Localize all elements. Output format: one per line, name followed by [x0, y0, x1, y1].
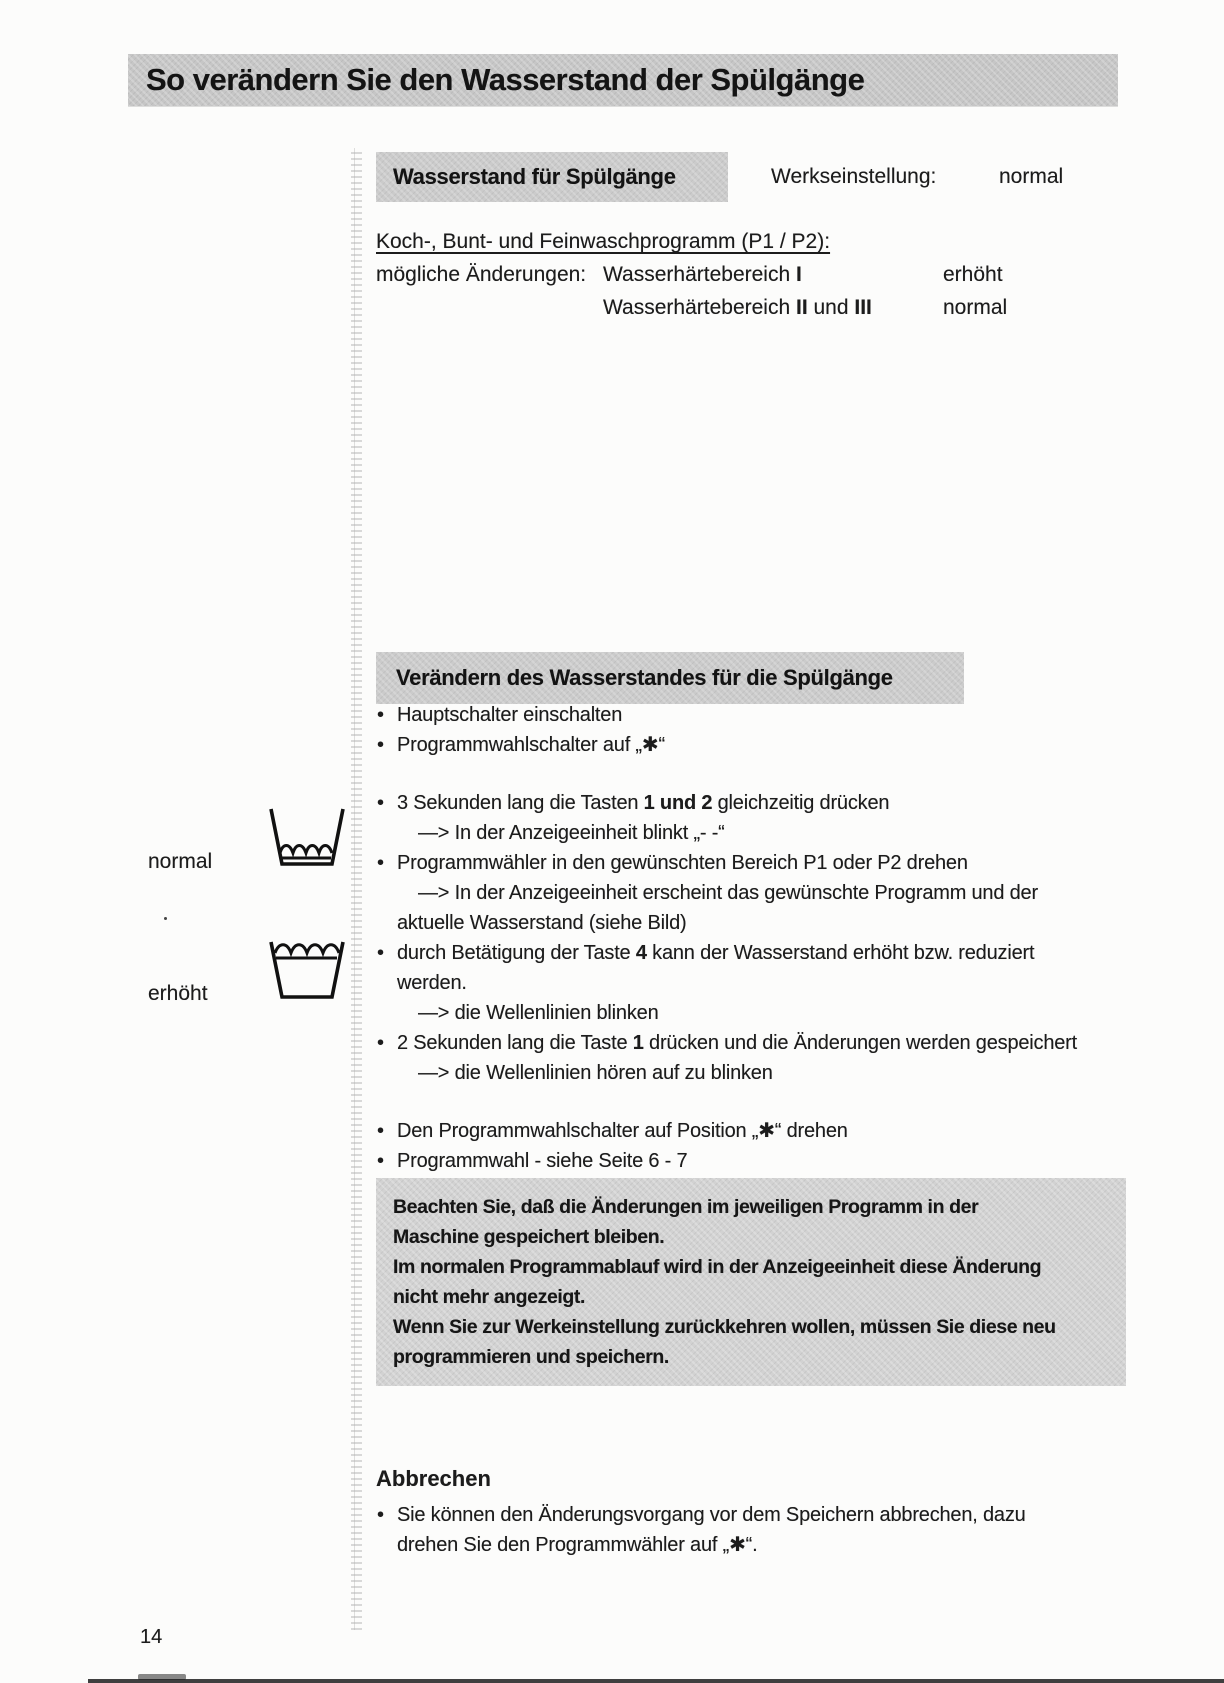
instruction-text: —> die Wellenlinien hören auf zu blinken — [418, 1062, 773, 1084]
bullet-marker: • — [377, 942, 384, 964]
instruction-bullet-line — [376, 938, 1120, 968]
wash-tub-low-water-icon — [266, 808, 348, 870]
water-level-label-normal: normal — [148, 850, 213, 873]
bullet-marker: • — [377, 1504, 384, 1526]
steps-header: Verändern des Wasserstandes für die Spülgänge — [396, 665, 893, 690]
water-level-label-erhoeht: erhöht — [148, 982, 208, 1005]
instruction-text: drehen Sie den Programmwähler auf „✱“. — [397, 1534, 758, 1556]
page-title: So verändern Sie den Wasserstand der Spülgänge — [146, 62, 865, 97]
change-area: Wasserhärtebereich — [603, 263, 791, 286]
change-value-2: normal — [943, 296, 1008, 319]
instruction-text: werden. — [397, 972, 467, 994]
hardness-roman-numeral: III — [854, 296, 872, 319]
instruction-text: 1 und 2 — [643, 792, 713, 814]
instruction-text: Programmwähler in den gewünschten Bereich P1 oder P2 drehen — [397, 852, 968, 874]
notice-line: Wenn Sie zur Werkeinstellung zurückkehren wollen, müssen Sie diese neu — [393, 1316, 1056, 1338]
factory-setting-value: normal — [999, 165, 1064, 188]
cancel-heading: Abbrechen — [376, 1466, 491, 1491]
instruction-sub-line — [376, 878, 1120, 908]
notice-line: nicht mehr angezeigt. — [393, 1286, 586, 1308]
page-title-bar — [128, 54, 1118, 106]
instruction-sub-line — [376, 908, 1120, 938]
notice-line: programmieren und speichern. — [393, 1346, 669, 1368]
change-row-area-2 — [603, 296, 872, 320]
instruction-bullet-line — [376, 788, 1120, 818]
instruction-text: —> In der Anzeigeeinheit erscheint das gewünschte Programm und der — [418, 882, 1038, 904]
cancel-list — [376, 1500, 1120, 1560]
settings-header: Wasserstand für Spülgänge — [393, 164, 676, 189]
instruction-sub-line — [376, 818, 1120, 848]
bullet-marker: • — [377, 792, 384, 814]
wash-tub-high-water-icon — [266, 941, 348, 1003]
instruction-text: kann der Wasserstand erhöht bzw. reduziert — [646, 942, 1035, 964]
change-row-area-1 — [603, 263, 802, 287]
instruction-text: Sie können den Änderungsvorgang vor dem Speichern abbrechen, dazu — [397, 1504, 1026, 1526]
bullet-marker: • — [377, 1120, 384, 1142]
changes-label: mögliche Änderungen: — [376, 263, 587, 286]
instruction-text: —> die Wellenlinien blinken — [418, 1002, 659, 1024]
instruction-text: 2 Sekunden lang die Taste — [397, 1032, 633, 1054]
factory-setting-label: Werkseinstellung: — [771, 165, 937, 188]
instruction-bullet-line — [376, 1500, 1120, 1530]
instruction-sub-line — [376, 1530, 1120, 1560]
instruction-text: Programmwahlschalter auf „✱“ — [397, 734, 665, 756]
bullet-marker: • — [377, 704, 384, 726]
steps-header-box — [376, 652, 964, 704]
bullet-marker: • — [377, 852, 384, 874]
instruction-text: aktuelle Wasserstand (siehe Bild) — [397, 912, 687, 934]
instruction-text: Programmwahl - siehe Seite 6 - 7 — [397, 1150, 688, 1172]
change-area-connector: und — [813, 296, 849, 319]
hardness-roman-numeral: II — [795, 296, 808, 319]
scan-speck — [164, 917, 167, 920]
instruction-sub-line — [376, 968, 1120, 998]
page-fold-line — [351, 148, 362, 1630]
page-number: 14 — [140, 1626, 163, 1648]
bullet-marker: • — [377, 1150, 384, 1172]
notice-line: Maschine gespeichert bleiben. — [393, 1226, 665, 1248]
notice-line: Beachten Sie, daß die Änderungen im jeweiligen Programm in der — [393, 1196, 979, 1218]
notice-line: Im normalen Programmablauf wird in der Anzeigeeinheit diese Änderung — [393, 1256, 1042, 1278]
instruction-text: Den Programmwahlschalter auf Position „✱“ drehen — [397, 1120, 848, 1142]
bullet-marker: • — [377, 1032, 384, 1054]
instruction-text: Hauptschalter einschalten — [397, 704, 623, 726]
notice-box — [376, 1178, 1126, 1386]
instruction-bullet-line — [376, 1028, 1120, 1058]
steps-list — [376, 700, 1120, 1176]
hardness-roman-numeral: I — [795, 263, 802, 286]
instruction-bullet-line — [376, 700, 1120, 730]
instruction-text: drücken und die Änderungen werden gespeichert — [643, 1032, 1078, 1054]
settings-header-box — [376, 152, 728, 202]
change-value-1: erhöht — [943, 263, 1003, 286]
instruction-bullet-line — [376, 1146, 1120, 1176]
bullet-marker: • — [377, 734, 384, 756]
instruction-text: 4 — [635, 942, 647, 964]
instruction-text: —> In der Anzeigeeinheit blinkt „- -“ — [418, 822, 725, 844]
instruction-text: 1 — [632, 1032, 644, 1054]
change-area: Wasserhärtebereich — [603, 296, 791, 319]
instruction-text: 3 Sekunden lang die Tasten — [397, 792, 644, 814]
instruction-text: gleichzeitig drücken — [712, 792, 890, 814]
instruction-bullet-line — [376, 1116, 1120, 1146]
instruction-sub-line — [376, 998, 1120, 1028]
instruction-bullet-line — [376, 848, 1120, 878]
program-heading: Koch-, Bunt- und Feinwaschprogramm (P1 / P2): — [376, 230, 831, 253]
instruction-sub-line — [376, 1058, 1120, 1088]
instruction-text: durch Betätigung der Taste — [397, 942, 636, 964]
instruction-bullet-line — [376, 730, 1120, 760]
bottom-scan-line — [88, 1679, 1224, 1683]
